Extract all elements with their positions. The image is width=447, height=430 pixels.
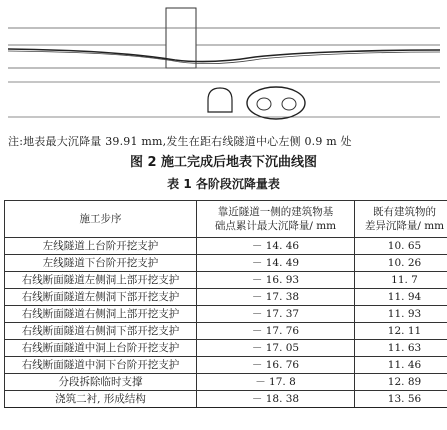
cell-step: 右线断面隧道中洞上台阶开挖支护 xyxy=(5,340,197,357)
cell-max-settlement: － 17. 76 xyxy=(197,323,355,340)
cell-diff-settlement: 11. 93 xyxy=(355,306,447,323)
cell-diff-settlement: 10. 65 xyxy=(355,238,447,255)
cell-diff-settlement: 11. 7 xyxy=(355,272,447,289)
header-diff-settlement xyxy=(355,201,447,238)
table-row xyxy=(5,357,447,374)
cell-max-settlement: － 18. 38 xyxy=(197,391,355,408)
settlement-figure xyxy=(0,0,447,125)
right-tunnel-right-cavity xyxy=(282,98,296,110)
cell-step: 右线断面隧道左侧洞上部开挖支护 xyxy=(5,272,197,289)
settlement-table xyxy=(4,200,447,408)
settlement-diagram xyxy=(0,0,447,125)
header-max-settlement xyxy=(197,201,355,238)
cell-max-settlement: － 17. 05 xyxy=(197,340,355,357)
cell-diff-settlement: 13. 56 xyxy=(355,391,447,408)
cell-diff-settlement: 10. 26 xyxy=(355,255,447,272)
cell-step: 右线断面隧道中洞下台阶开挖支护 xyxy=(5,357,197,374)
cell-step: 浇筑二衬, 形成结构 xyxy=(5,391,197,408)
header-diff-settlement-line2: 差异沉降量/ mm xyxy=(364,220,445,232)
header-step: 施工步序 xyxy=(5,201,197,238)
header-max-settlement-line1: 靠近隧道一侧的建筑物基 xyxy=(217,206,334,218)
cell-step: 右线断面隧道左侧洞下部开挖支护 xyxy=(5,289,197,306)
table-row xyxy=(5,272,447,289)
left-tunnel xyxy=(208,88,232,112)
table-row xyxy=(5,238,447,255)
settlement-curve-2 xyxy=(8,51,440,64)
cell-max-settlement: － 17. 38 xyxy=(197,289,355,306)
cell-diff-settlement: 12. 11 xyxy=(355,323,447,340)
cell-max-settlement: － 16. 93 xyxy=(197,272,355,289)
table-header-row xyxy=(5,201,447,238)
table-caption: 表 1 各阶段沉降量表 xyxy=(167,177,280,191)
cell-step: 分段拆除临时支撑 xyxy=(5,374,197,391)
header-max-settlement-line2: 础点累计最大沉降量/ mm xyxy=(214,220,337,232)
figure-caption: 图 2 施工完成后地表下沉曲线图 xyxy=(129,155,318,170)
cell-max-settlement: － 17. 8 xyxy=(197,374,355,391)
table-row xyxy=(5,391,447,408)
table-row xyxy=(5,306,447,323)
cell-max-settlement: － 14. 46 xyxy=(197,238,355,255)
cell-max-settlement: － 14. 49 xyxy=(197,255,355,272)
settlement-curve xyxy=(8,49,440,62)
header-diff-settlement-line1: 既有建筑物的 xyxy=(373,206,436,218)
cell-step: 右线断面隧道右侧洞上部开挖支护 xyxy=(5,306,197,323)
cell-diff-settlement: 11. 94 xyxy=(355,289,447,306)
right-tunnel-left-cavity xyxy=(257,98,271,110)
cell-diff-settlement: 12. 89 xyxy=(355,374,447,391)
cell-step: 右线断面隧道右侧洞下部开挖支护 xyxy=(5,323,197,340)
cell-max-settlement: － 16. 76 xyxy=(197,357,355,374)
cell-diff-settlement: 11. 63 xyxy=(355,340,447,357)
table-row xyxy=(5,255,447,272)
table-row xyxy=(5,374,447,391)
table-row xyxy=(5,340,447,357)
table-row xyxy=(5,323,447,340)
cell-max-settlement: － 17. 37 xyxy=(197,306,355,323)
table-row xyxy=(5,289,447,306)
cell-step: 左线隧道下台阶开挖支护 xyxy=(5,255,197,272)
figure-note: 注:地表最大沉降量 39.91 mm,发生在距右线隧道中心左侧 0.9 m 处 xyxy=(8,135,352,148)
cell-diff-settlement: 11. 46 xyxy=(355,357,447,374)
cell-step: 左线隧道上台阶开挖支护 xyxy=(5,238,197,255)
